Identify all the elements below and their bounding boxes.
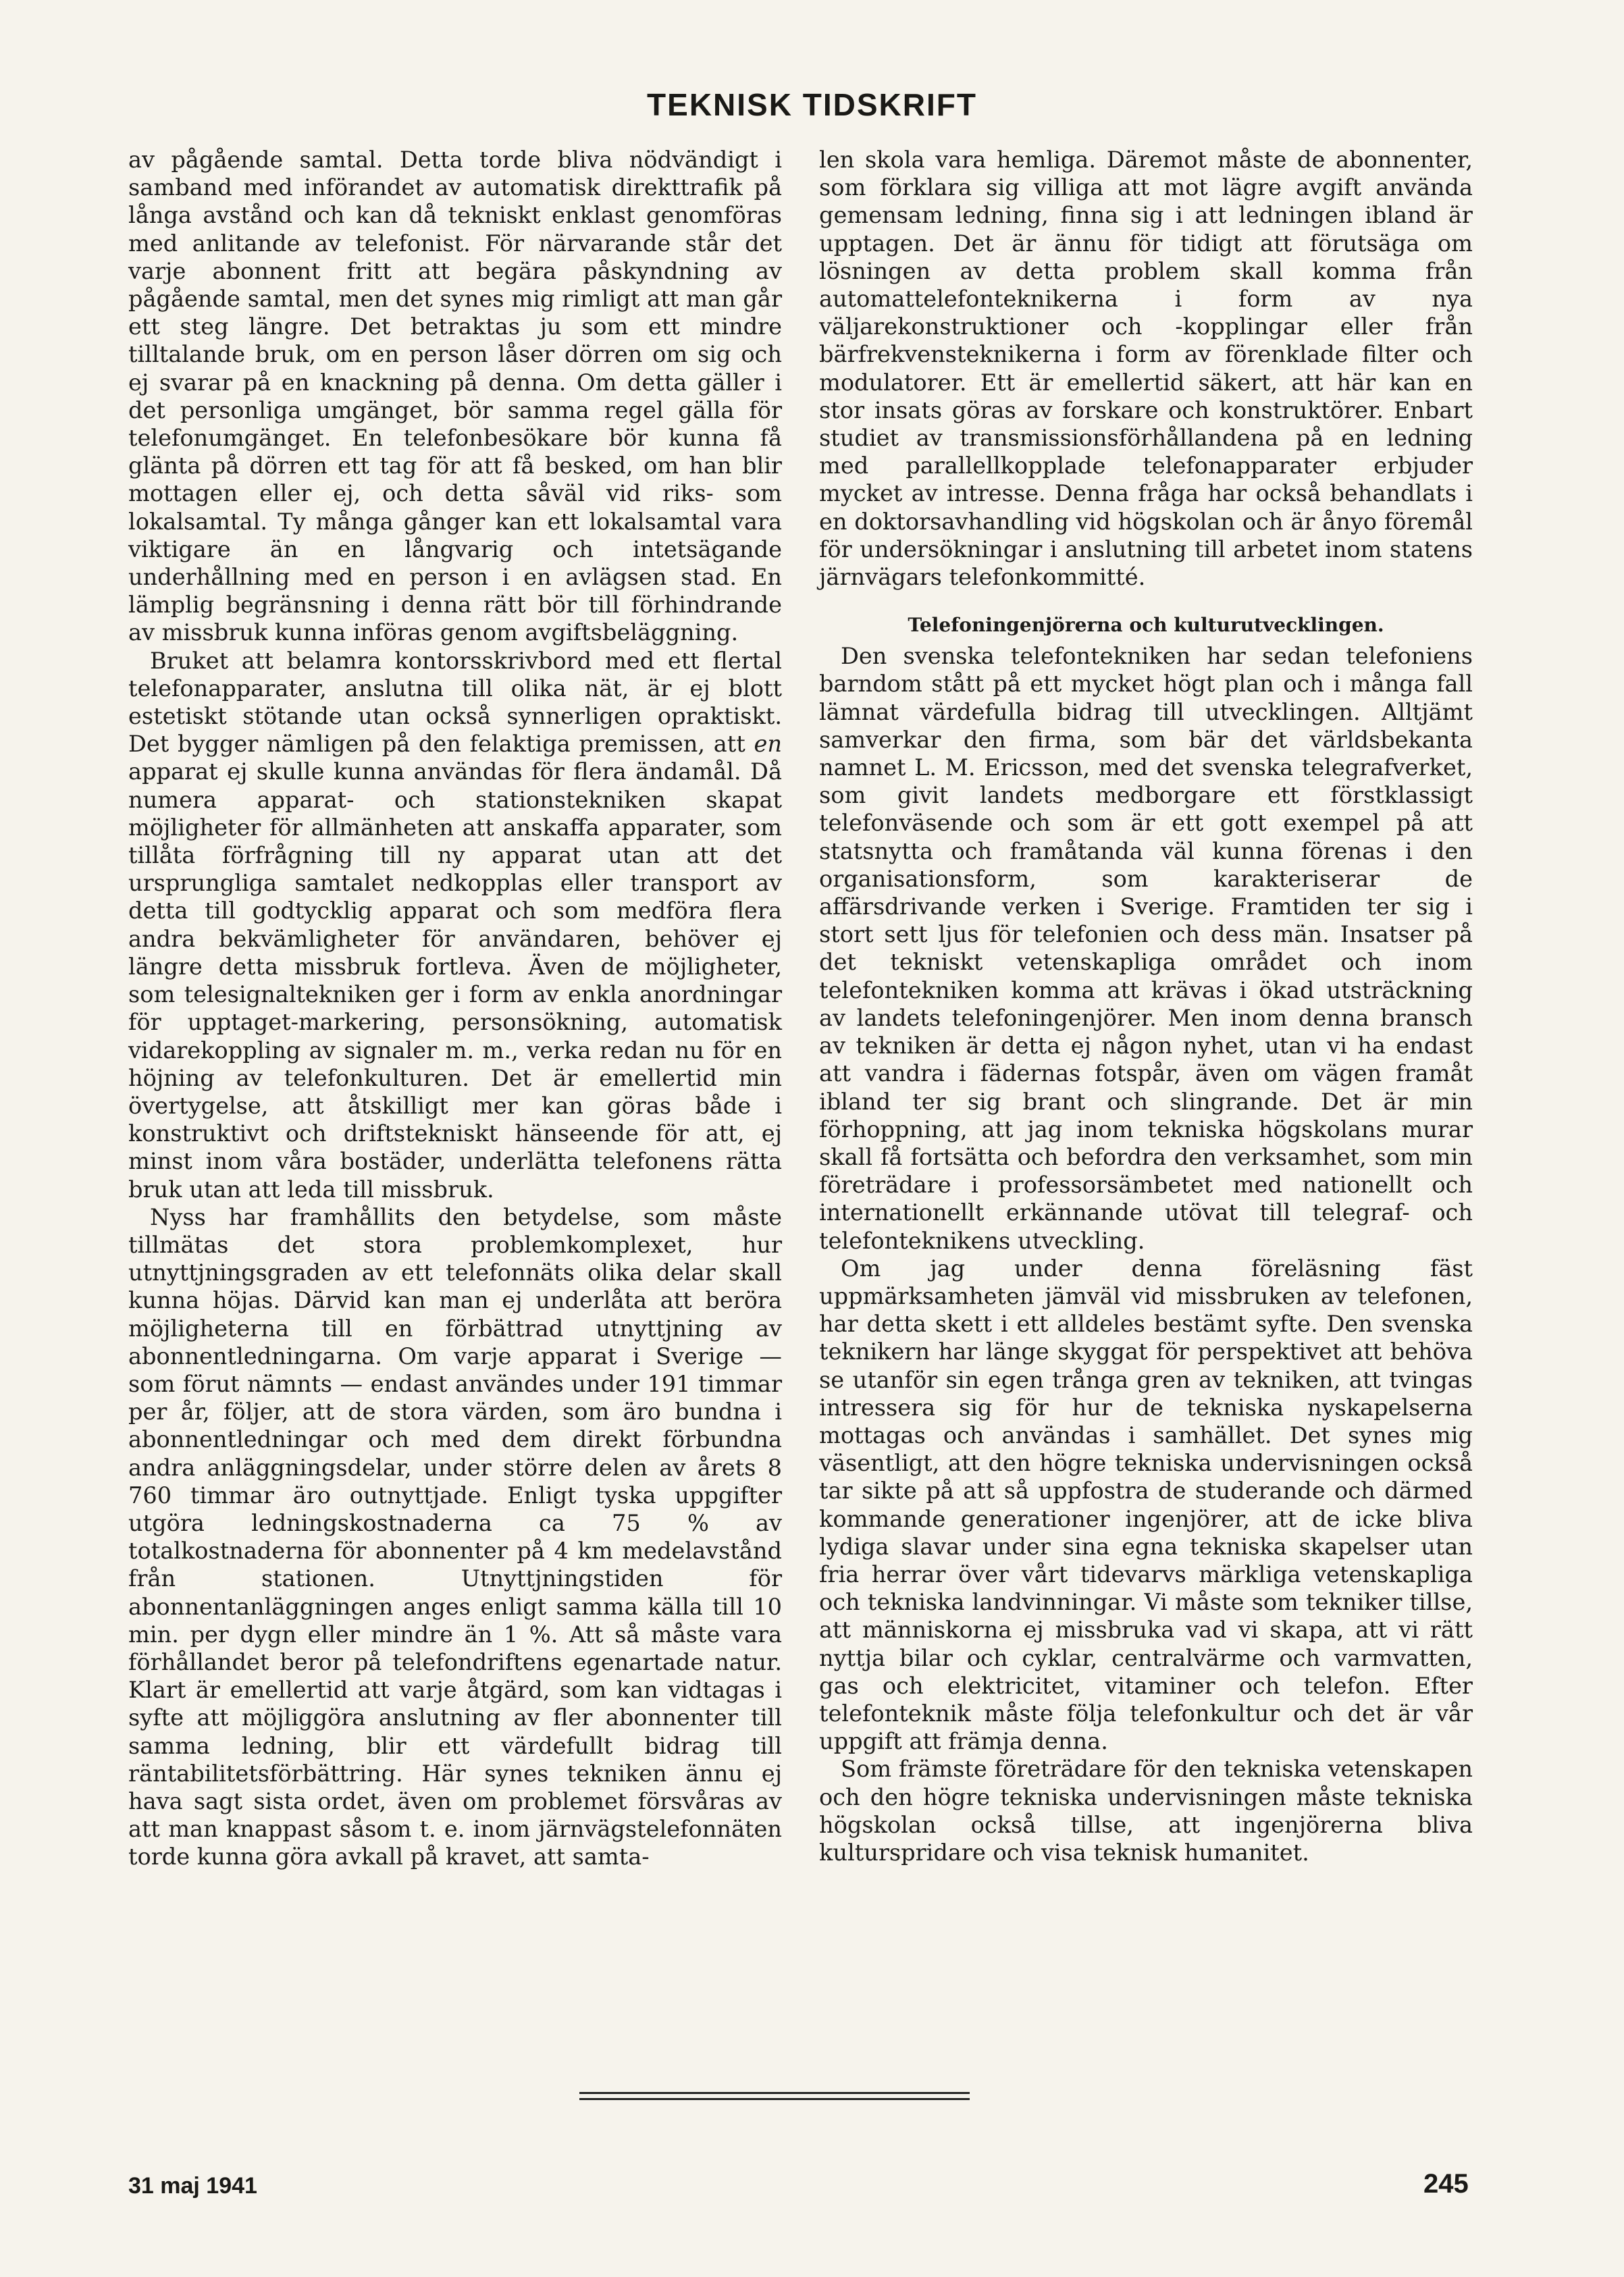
left-text-column (128, 146, 782, 1871)
double-rule-bottom (579, 2098, 970, 2100)
right-paragraph-2: Den svenska telefontekniken har sedan telefoniens barndom stått på ett mycket högt plan och i många fall lämnat värdefulla bidrag till utvecklingen. Alltjämt samverkar den firma, som bär det världsbekanta namnet L. M. Ericsson, med det svenska telegrafverket, som givit landets medborgare ett förstklassigt telefonväsende och som är ett gott exempel på att statsnytta och framåtanda väl kunna förenas i den organisationsform, som karakteriserar de affärsdrivande verken i Sverige. Framtiden ter sig i stort sett ljus för telefonien och dess män. Insatser på det tekniskt vetenskapliga området och inom telefontekniken komma att krävas i ökad utsträckning av landets telefoningenjörer. Men inom denna bransch av tekniken är detta ej någon nyhet, utan vi ha endast att vandra i fädernas fotspår, även om vägen framåt ibland ter sig brant och slingrande. Det är min förhoppning, att jag inom tekniska högskolans murar skall få fortsätta och befordra den verksamhet, som min företrädare i professorsämbetet med nationellt och internationellt erkännande utövat till telegraf- och telefonteknikens utveckling. (819, 643, 1473, 1254)
left-paragraph-2-emphasis: en (754, 731, 782, 758)
section-heading: Telefoningenjörerna och kulturutvecklingen. (908, 614, 1384, 637)
right-text-column (819, 146, 1473, 1866)
double-rule-top (579, 2092, 970, 2094)
right-paragraph-1: len skola vara hemliga. Däremot måste de abonnenter, som förklara sig villiga att mot lägre avgift använda gemensam ledning, finna sig i att ledningen ibland är upptagen. Det är ännu för tidigt att förutsäga om lösningen av detta problem skall komma från automattelefonteknikerna i form av nya väljarekonstruktioner och -kopplingar eller från bärfrekvensteknikerna i form av förenklade filter och modulatorer. Ett är emellertid säkert, att här kan en stor insats göras av forskare och konstruktörer. Enbart studiet av transmissionsförhållandena på en ledning med parallellkopplade telefonapparater erbjuder mycket av intresse. Denna fråga har också behandlats i en doktorsavhandling vid högskolan och är ånyo föremål för undersökningar i anslutning till arbetet inom statens järnvägars telefonkommitté. (819, 147, 1473, 591)
left-paragraph-3: Nyss har framhållits den betydelse, som måste tillmätas det stora problemkomplexet, hur utnyttjningsgraden av ett telefonnäts olika delar skall kunna höjas. Därvid kan man ej underlåta att beröra möjligheterna till en förbättrad utnyttjning av abonnentledningarna. Om varje apparat i Sverige — som förut nämnts — endast användes under 191 timmar per år, följer, att de stora värden, som äro bundna i abonnentledningar och med dem direkt förbundna andra anläggningsdelar, under större delen av årets 8 760 timmar äro outnyttjade. Enligt tyska uppgifter utgöra ledningskostnaderna ca 75 % av totalkostnaderna för abonnenter på 4 km medelavstånd från stationen. Utnyttjningstiden för abonnentanläggningen anges enligt samma källa till 10 min. per dygn eller mindre än 1 %. Att så måste vara förhållandet beror på telefondriftens egenartade natur. Klart är emellertid att varje åtgärd, som kan vidtagas i syfte att möjliggöra anslutning av fler abonnenter till samma ledning, blir ett värdefullt bidrag till räntabilitetsförbättring. Här synes tekniken ännu ej hava sagt sista ordet, även om problemet försvåras av att man knappast såsom t. e. inom järnvägstelefonnäten torde kunna göra avkall på kravet, att samta- (128, 1203, 782, 1870)
running-header-title: TEKNISK TIDSKRIFT (647, 87, 977, 122)
left-paragraph-2-start: Bruket att belamra kontorsskrivbord med ett flertal telefonapparater, anslutna till olika nät, är ej blott estetiskt stötande utan också synnerligen opraktiskt. Det bygger nämligen på den felaktiga premissen, att (128, 647, 782, 758)
right-paragraph-3: Om jag under denna föreläsning fäst uppmärksamheten jämväl vid missbruken av telefonen, har detta skett i ett alldeles bestämt syfte. Den svenska teknikern har länge skyggat för perspektivet att behöva se utanför sin egen trånga gren av tekniken, att tvingas intressera sig för hur de tekniska nyskapelserna mottagas och användas i samhället. Det synes mig väsentligt, att den högre tekniska undervisningen också tar sikte på att så uppfostra de studerande och därmed kommande generationer ingenjörer, att de icke bliva lydiga slavar under sina egna tekniska skapelser utan fria herrar över vårt tidevarvs märkliga vetenskapliga och tekniska landvinningar. Vi måste som tekniker tillse, att människorna ej missbruka vad vi skapa, att vi rätt nyttja bilar och cyklar, centralvärme och varmvatten, gas och elektricitet, vitaminer och telefon. Efter telefonteknik måste följa telefonkultur och det är vår uppgift att främja denna. (819, 1255, 1473, 1755)
page-number: 245 (1423, 2169, 1469, 2199)
end-of-article-rule (579, 2092, 970, 2104)
left-paragraph-2-end: apparat ej skulle kunna användas för flera ändamål. Då numera apparat- och stationstekniken skapat möjligheter för allmänheten att anskaffa apparater, som tillåta förfrågning till ny apparat utan att det ursprungliga samtalet nedkopplas eller transport av detta till godtycklig apparat och som medföra flera andra bekvämligheter för användaren, behöver ej längre detta missbruk fortleva. Även de möjligheter, som telesignaltekniken ger i form av enkla anordningar för upptaget-markering, personsökning, automatisk vidarekoppling av signaler m. m., verka redan nu för en höjning av telefonkulturen. Det är emellertid min övertygelse, att åtskilligt mer kan göras både i konstruktivt och driftstekniskt hänseende för att, ej minst inom våra bostäder, underlätta telefonens rätta bruk utan att leda till missbruk. (128, 758, 782, 1203)
left-paragraph-1: av pågående samtal. Detta torde bliva nödvändigt i samband med införandet av automatisk direkttrafik på långa avstånd och kan då tekniskt enklast genomföras med anlitande av telefonist. För närvarande står det varje abonnent fritt att begära påskyndning av pågående samtal, men det synes mig rimligt att man går ett steg längre. Det betraktas ju som ett mindre tilltalande bruk, om en person låser dörren om sig och ej svarar på en knackning på denna. Om detta gäller i det personliga umgänget, bör samma regel gälla för telefonumgänget. En telefonbesökare bör kunna få glänta på dörren ett tag för att få besked, om han blir mottagen eller ej, och detta såväl vid riks- som lokalsamtal. Ty många gånger kan ett lokalsamtal vara viktigare än en långvarig och intetsägande underhållning med en person i en avlägsen stad. En lämplig begränsning i denna rätt bör till förhindrande av missbruk kunna införas genom avgiftsbeläggning. (128, 147, 782, 646)
left-paragraph-2 (128, 647, 782, 1203)
footer-date: 31 maj 1941 (128, 2173, 257, 2199)
right-paragraph-4: Som främste företrädare för den tekniska vetenskapen och den högre tekniska undervisningen måste tekniska högskolan också tillse, att ingenjörerna bliva kulturspridare och visa teknisk humanitet. (819, 1756, 1473, 1866)
